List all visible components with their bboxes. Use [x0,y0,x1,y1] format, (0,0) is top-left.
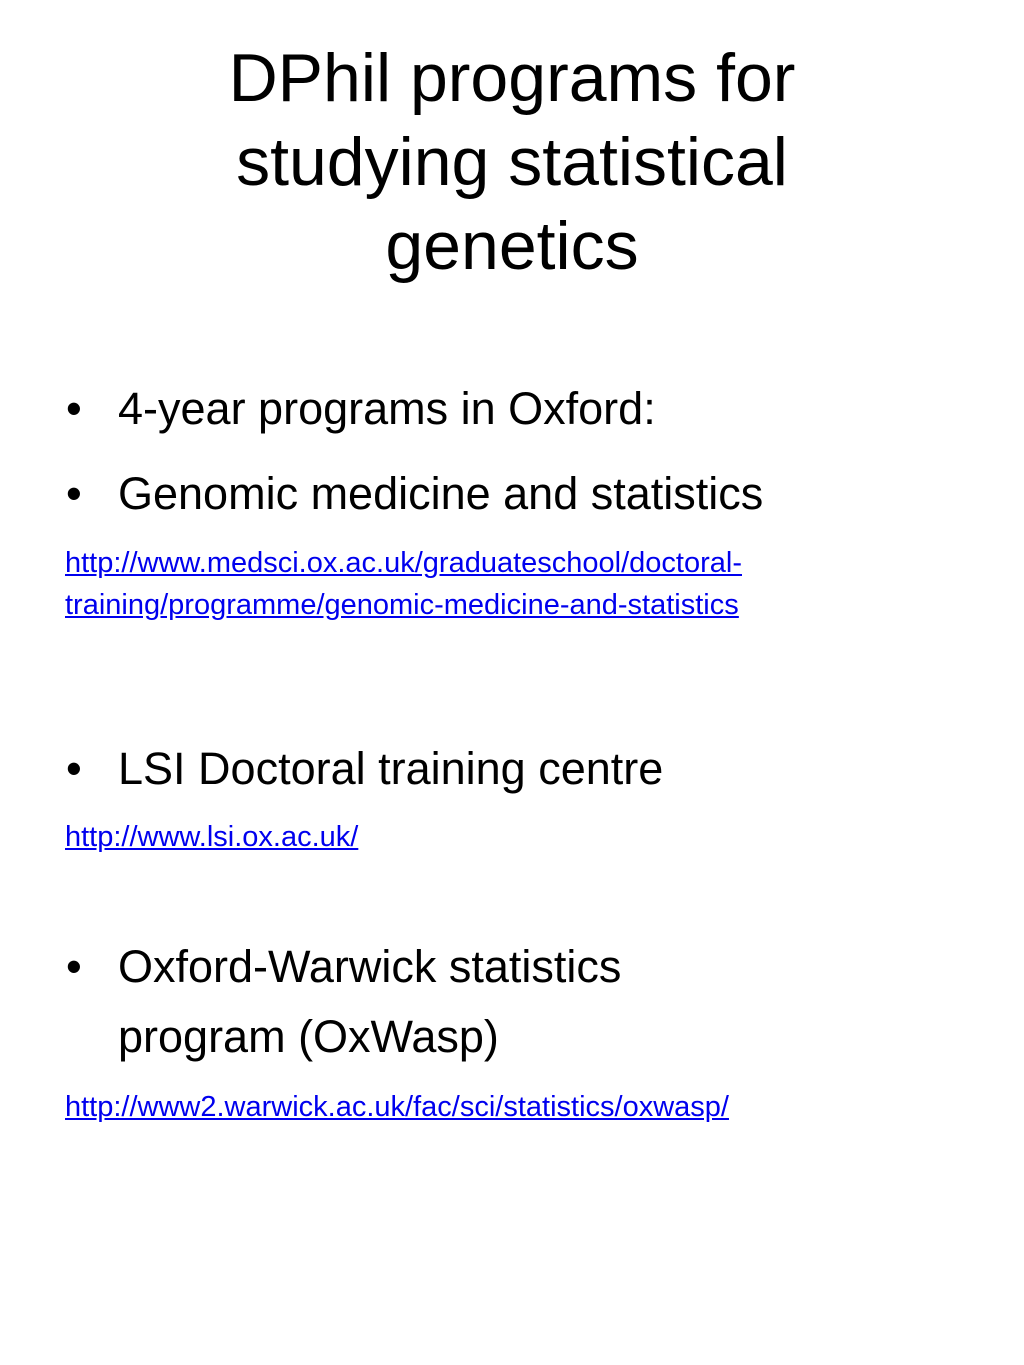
link-oxwasp[interactable]: http://www2.warwick.ac.uk/fac/sci/statistics/oxwasp/ [65,1091,729,1123]
bullet-text: 4-year programs in Oxford: [118,383,656,434]
bullet-text-line-1: Oxford-Warwick statistics [118,941,622,992]
title-line-3: genetics [385,208,639,284]
bullet-icon: • [66,743,82,794]
bullet-item-genomic-medicine [62,459,962,529]
title-line-1: DPhil programs for [228,40,796,116]
bullet-text [118,932,962,1072]
bullet-item-programs [62,374,962,444]
link-medsci-genomic-medicine[interactable] [65,542,1017,626]
bullet-icon: • [66,468,82,519]
bullet-item-oxwasp [62,932,962,1072]
link-line-2: training/programme/genomic-medicine-and-statistics [65,589,739,621]
link-lsi[interactable]: http://www.lsi.ox.ac.uk/ [65,821,359,853]
bullet-text-line-2: program (OxWasp) [118,1011,499,1062]
bullet-text: LSI Doctoral training centre [118,743,664,794]
bullet-text: Genomic medicine and statistics [118,468,764,519]
link-line-1: http://www.medsci.ox.ac.uk/graduateschool/doctoral- [65,547,742,579]
bullet-icon: • [66,383,82,434]
title-line-2: studying statistical [236,124,788,200]
bullet-item-lsi [62,734,962,804]
slide-title [100,36,924,288]
bullet-icon: • [66,941,82,992]
